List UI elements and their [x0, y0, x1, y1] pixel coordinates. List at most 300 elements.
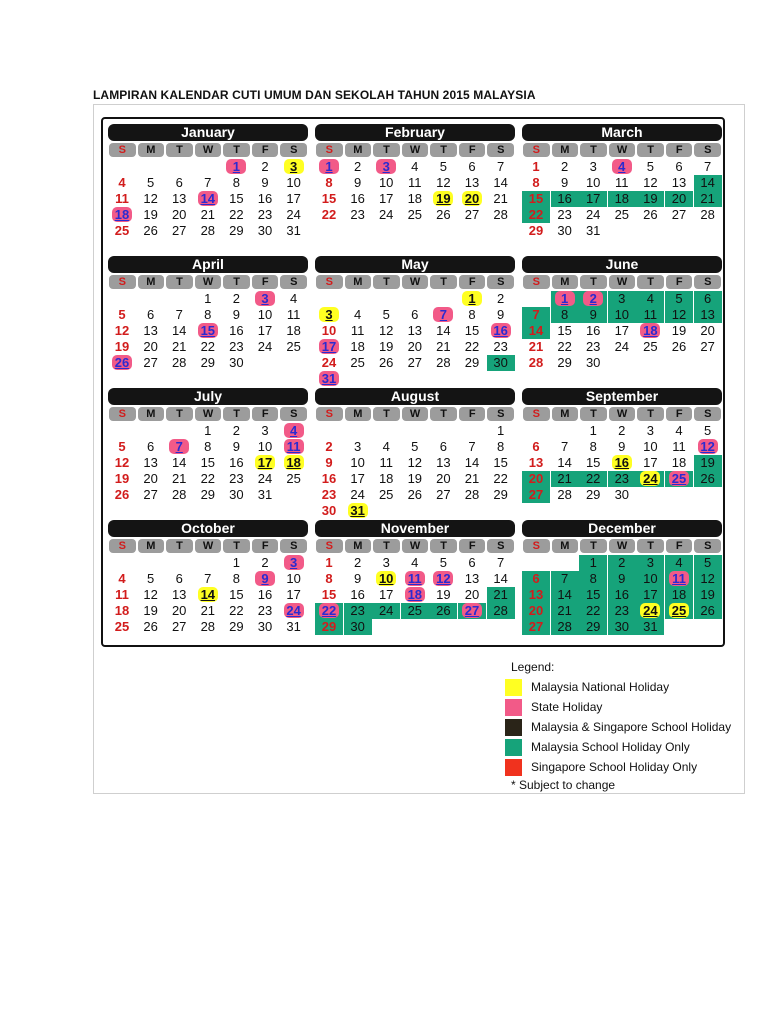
weekday-label: S: [109, 275, 136, 289]
day-cell: 29: [528, 223, 544, 238]
day-cell: 26: [429, 603, 457, 619]
weekday-label: W: [195, 143, 222, 157]
day-cell: 11: [115, 191, 129, 206]
day-cell: 20: [522, 471, 550, 487]
weekday-label: T: [373, 143, 400, 157]
legend-swatch: [505, 719, 522, 736]
day-cell: 19: [671, 323, 687, 338]
state-holiday-mark: 25: [669, 471, 689, 486]
day-cell: 9: [232, 307, 240, 322]
day-cell: 16: [321, 471, 337, 486]
day-cell: 10: [378, 175, 394, 190]
day-cell: [108, 207, 136, 223]
day-cell: 7: [522, 307, 550, 323]
weekday-label: F: [252, 143, 279, 157]
day-cell: 6: [468, 555, 476, 570]
day-cell: 10: [608, 307, 636, 323]
day-cell: 7: [496, 555, 505, 570]
state-holiday-mark: 3: [376, 159, 396, 174]
weekday-label: M: [552, 539, 579, 553]
day-cell: 22: [200, 471, 216, 486]
weekday-label: S: [523, 143, 550, 157]
day-cell: 4: [382, 439, 390, 454]
day-cell: 23: [229, 471, 244, 486]
day-cell: 11: [636, 307, 664, 323]
day-cell: 6: [175, 571, 183, 586]
day-cell: [315, 159, 343, 175]
day-cell: 1: [496, 423, 505, 438]
day-cell: 16: [551, 191, 579, 207]
day-cell: 4: [675, 423, 683, 438]
day-cell: [251, 291, 279, 307]
day-cell: 14: [557, 455, 572, 470]
weekday-label: M: [138, 407, 165, 421]
day-cell: 14: [171, 455, 187, 470]
day-cell: 12: [407, 455, 423, 470]
day-cell: 2: [353, 159, 362, 174]
day-cell: 31: [636, 619, 664, 635]
day-cell: 25: [401, 603, 429, 619]
day-cell: 28: [436, 355, 451, 370]
day-cell: 21: [171, 471, 187, 486]
day-cell: 2: [353, 555, 362, 570]
weekday-label: M: [138, 143, 165, 157]
day-cell: 29: [464, 355, 480, 370]
weekday-label: F: [459, 539, 486, 553]
weekday-label: T: [166, 275, 193, 289]
month-name: April: [108, 256, 308, 273]
day-cell: 14: [493, 175, 508, 190]
weekday-label: F: [252, 407, 279, 421]
day-cell: 3: [382, 555, 390, 570]
day-cell: 16: [257, 191, 273, 206]
month-name: June: [522, 256, 722, 273]
weekday-label: M: [345, 539, 372, 553]
weekday-label: S: [280, 275, 307, 289]
weekday-label: S: [487, 275, 514, 289]
day-cell: 30: [321, 503, 337, 518]
day-cell: 19: [143, 207, 158, 222]
day-cell: 30: [257, 619, 273, 634]
day-cell: [280, 423, 308, 439]
day-cell: [251, 455, 279, 471]
day-cell: 7: [204, 571, 212, 586]
day-cell: 15: [229, 191, 244, 206]
day-cell: 22: [579, 603, 607, 619]
month-name: December: [522, 520, 722, 537]
day-cell: 29: [229, 223, 244, 238]
day-cell: 17: [378, 191, 394, 206]
weekday-label: T: [430, 143, 457, 157]
weekday-label: M: [138, 539, 165, 553]
day-cell: 8: [232, 175, 240, 190]
national-holiday-mark: 24: [640, 471, 660, 486]
day-cell: 15: [200, 455, 216, 470]
day-cell: 23: [350, 207, 365, 222]
day-cell: 10: [643, 439, 658, 454]
day-cell: 8: [579, 571, 607, 587]
day-cell: 4: [411, 555, 419, 570]
weekday-header: [315, 407, 515, 421]
weekday-label: W: [609, 407, 636, 421]
day-cell: 8: [532, 175, 540, 190]
state-holiday-mark: 18: [640, 323, 660, 338]
day-cell: 29: [200, 487, 216, 502]
weekday-label: S: [694, 407, 721, 421]
month-name: October: [108, 520, 308, 537]
month-name: September: [522, 388, 722, 405]
page-title: LAMPIRAN KALENDAR CUTI UMUM DAN SEKOLAH TAHUN 2015 MALAYSIA: [93, 88, 536, 102]
day-cell: 15: [585, 455, 601, 470]
state-holiday-mark: 31: [319, 371, 339, 386]
state-holiday-mark: 18: [112, 207, 132, 222]
day-cell: 23: [321, 487, 337, 502]
day-cell: 12: [694, 571, 722, 587]
day-cell: 22: [493, 471, 508, 486]
day-cell: 23: [557, 207, 572, 222]
weekday-header: [522, 143, 722, 157]
day-cell: [280, 455, 308, 471]
weekday-label: S: [109, 407, 136, 421]
day-cell: 6: [146, 439, 155, 454]
day-cell: [315, 307, 343, 323]
day-cell: 9: [608, 571, 636, 587]
day-cell: 11: [115, 587, 129, 602]
weekday-label: F: [666, 275, 693, 289]
weekday-label: W: [402, 143, 429, 157]
weekday-label: S: [487, 539, 514, 553]
day-cell: [108, 355, 136, 371]
day-cell: 21: [436, 339, 451, 354]
weekday-header: [522, 539, 722, 553]
day-cell: 19: [636, 191, 664, 207]
day-cell: 30: [229, 355, 244, 370]
day-cell: 1: [579, 555, 607, 571]
day-cell: [315, 603, 343, 619]
day-cell: 22: [522, 207, 550, 223]
day-cell: 14: [436, 323, 451, 338]
day-cell: 7: [204, 175, 212, 190]
day-cell: 16: [350, 191, 365, 206]
day-cell: 30: [608, 619, 636, 635]
day-cell: 4: [665, 555, 693, 571]
day-cell: 6: [175, 175, 183, 190]
day-cell: 24: [372, 603, 400, 619]
day-cell: [636, 323, 664, 339]
weekday-label: W: [195, 407, 222, 421]
weekday-header: [315, 539, 515, 553]
month-july: [105, 385, 311, 516]
day-cell: 27: [407, 355, 423, 370]
day-cell: 5: [146, 175, 155, 190]
day-cell: [194, 587, 222, 603]
day-cell: 15: [321, 191, 337, 206]
day-cell: [636, 603, 664, 619]
day-cell: 13: [171, 587, 187, 602]
day-cell: 11: [379, 455, 393, 470]
weekday-label: F: [459, 143, 486, 157]
day-cell: 4: [353, 307, 362, 322]
state-holiday-mark: 3: [255, 291, 275, 306]
day-cell: 20: [407, 339, 423, 354]
day-cell: 9: [232, 439, 240, 454]
day-cell: 17: [257, 323, 273, 338]
day-cell: 2: [232, 423, 240, 438]
weekday-label: S: [109, 143, 136, 157]
day-cell: 30: [585, 355, 601, 370]
day-cell: 27: [671, 207, 687, 222]
day-cell: 8: [551, 307, 579, 323]
weekday-label: W: [402, 407, 429, 421]
day-cell: 18: [407, 191, 423, 206]
state-holiday-mark: 3: [284, 555, 304, 570]
day-cell: 29: [229, 619, 244, 634]
weekday-label: F: [666, 143, 693, 157]
weekday-header: [108, 407, 308, 421]
national-holiday-mark: 31: [348, 503, 368, 518]
weekday-header: [315, 143, 515, 157]
day-cell: 20: [665, 191, 693, 207]
day-cell: 21: [493, 191, 508, 206]
day-cell: 27: [143, 355, 158, 370]
day-cell: 25: [643, 339, 658, 354]
day-cell: 3: [589, 159, 597, 174]
day-cell: 29: [585, 487, 601, 502]
day-cell: 24: [257, 339, 273, 354]
day-cell: 20: [522, 603, 550, 619]
day-cell: [608, 455, 636, 471]
national-holiday-mark: 1: [462, 291, 482, 306]
day-cell: 31: [286, 619, 301, 634]
month-january: [105, 121, 311, 252]
day-cell: 2: [261, 159, 269, 174]
legend-label: Malaysia & Singapore School Holiday: [531, 720, 732, 734]
day-cell: [315, 339, 343, 355]
day-cell: 23: [608, 471, 636, 487]
month-november: [312, 517, 518, 648]
day-cell: 25: [286, 471, 301, 486]
day-cell: 20: [436, 471, 451, 486]
day-cell: 27: [171, 619, 187, 634]
day-cell: 3: [646, 423, 654, 438]
state-holiday-mark: 11: [669, 571, 689, 586]
day-cell: 19: [143, 603, 158, 618]
day-cell: 29: [200, 355, 216, 370]
weekday-label: S: [280, 407, 307, 421]
weekday-label: S: [523, 407, 550, 421]
weekday-label: M: [345, 275, 372, 289]
national-holiday-mark: 18: [284, 455, 304, 470]
day-cell: 1: [589, 423, 597, 438]
weekday-label: F: [459, 407, 486, 421]
calendar-grid: [101, 117, 725, 647]
month-august: [312, 385, 518, 516]
day-cell: 28: [464, 487, 480, 502]
day-cell: 27: [436, 487, 451, 502]
day-cell: 8: [468, 307, 476, 322]
day-cell: 24: [585, 207, 601, 222]
day-cell: 18: [286, 323, 301, 338]
day-cell: 6: [532, 439, 540, 454]
day-cell: [579, 291, 607, 307]
day-cell: 2: [325, 439, 333, 454]
weekday-label: W: [195, 275, 222, 289]
day-cell: 8: [325, 571, 333, 586]
day-cell: 25: [378, 487, 394, 502]
day-cell: [665, 603, 693, 619]
day-cell: 4: [411, 159, 419, 174]
day-cell: 7: [468, 439, 476, 454]
day-cell: 12: [143, 191, 158, 206]
state-holiday-mark: 1: [226, 159, 246, 174]
day-cell: [280, 439, 308, 455]
day-cell: 13: [522, 587, 550, 603]
day-cell: 25: [407, 207, 423, 222]
day-cell: 13: [528, 455, 544, 470]
day-cell: 17: [378, 587, 394, 602]
day-cell: 27: [143, 487, 158, 502]
day-cell: 6: [675, 159, 683, 174]
national-holiday-mark: 3: [284, 159, 304, 174]
day-cell: 26: [143, 223, 158, 238]
day-cell: 20: [700, 323, 715, 338]
day-cell: [458, 191, 486, 207]
day-cell: [694, 439, 722, 455]
day-cell: 8: [325, 175, 333, 190]
day-cell: 11: [286, 307, 301, 322]
day-cell: 3: [636, 555, 664, 571]
weekday-label: S: [694, 275, 721, 289]
day-cell: 12: [114, 323, 130, 338]
day-cell: 28: [551, 619, 579, 635]
day-cell: 2: [560, 159, 569, 174]
day-cell: 16: [229, 323, 244, 338]
day-cell: 21: [171, 339, 187, 354]
state-holiday-mark: 15: [198, 323, 218, 338]
day-cell: 19: [114, 471, 130, 486]
state-holiday-mark: 2: [583, 291, 603, 306]
weekday-label: T: [373, 407, 400, 421]
day-cell: 21: [551, 471, 579, 487]
weekday-label: W: [609, 539, 636, 553]
day-cell: 30: [257, 223, 273, 238]
day-cell: 16: [229, 455, 244, 470]
weekday-header: [108, 143, 308, 157]
day-cell: [458, 603, 486, 619]
state-holiday-mark: 18: [405, 587, 425, 602]
day-cell: 15: [229, 587, 244, 602]
day-cell: 31: [286, 223, 301, 238]
day-cell: 13: [694, 307, 722, 323]
day-cell: 2: [618, 423, 626, 438]
legend-label: Malaysia National Holiday: [531, 680, 670, 694]
weekday-label: T: [223, 407, 250, 421]
day-cell: 9: [496, 307, 505, 322]
weekday-label: M: [345, 143, 372, 157]
month-name: January: [108, 124, 308, 141]
day-cell: 19: [694, 455, 722, 471]
day-cell: 28: [200, 223, 216, 238]
month-name: February: [315, 124, 515, 141]
day-cell: 23: [493, 339, 508, 354]
state-holiday-mark: 7: [169, 439, 189, 454]
national-holiday-mark: 20: [462, 191, 482, 206]
national-holiday-mark: 10: [376, 571, 396, 586]
day-cell: 12: [114, 455, 130, 470]
weekday-label: T: [430, 275, 457, 289]
day-cell: 21: [200, 207, 216, 222]
day-cell: [372, 159, 400, 175]
day-cell: 28: [200, 619, 216, 634]
day-cell: 22: [464, 339, 480, 354]
day-cell: 9: [261, 175, 269, 190]
day-cell: 13: [407, 323, 423, 338]
weekday-label: T: [223, 143, 250, 157]
weekday-label: M: [552, 143, 579, 157]
day-cell: 15: [464, 323, 480, 338]
day-cell: 4: [636, 291, 664, 307]
day-cell: 5: [118, 307, 126, 322]
day-cell: 29: [493, 487, 508, 502]
day-cell: 14: [493, 571, 508, 586]
legend-label: State Holiday: [531, 700, 603, 714]
national-holiday-mark: 17: [255, 455, 275, 470]
day-cell: 14: [551, 587, 579, 603]
day-cell: 18: [665, 587, 693, 603]
state-holiday-mark: 14: [198, 191, 218, 206]
day-cell: 29: [315, 619, 343, 635]
state-holiday-mark: 22: [319, 603, 339, 618]
day-cell: 8: [232, 571, 240, 586]
weekday-header: [315, 275, 515, 289]
day-cell: [280, 603, 308, 619]
day-cell: 9: [618, 439, 626, 454]
day-cell: 11: [615, 175, 629, 190]
weekday-label: S: [487, 143, 514, 157]
state-holiday-mark: 12: [433, 571, 453, 586]
state-holiday-mark: 1: [555, 291, 575, 306]
day-cell: 1: [232, 555, 240, 570]
day-cell: 3: [261, 423, 269, 438]
day-cell: 5: [439, 159, 447, 174]
day-cell: 2: [608, 555, 636, 571]
weekday-label: T: [223, 275, 250, 289]
day-cell: 7: [175, 307, 183, 322]
day-cell: 19: [407, 471, 423, 486]
day-cell: 10: [257, 439, 273, 454]
weekday-label: F: [666, 539, 693, 553]
month-april: [105, 253, 311, 384]
day-cell: 27: [522, 619, 550, 635]
month-name: August: [315, 388, 515, 405]
state-holiday-mark: 17: [319, 339, 339, 354]
day-cell: [429, 191, 457, 207]
weekday-header: [522, 275, 722, 289]
day-cell: 2: [496, 291, 505, 306]
weekday-label: F: [459, 275, 486, 289]
day-cell: 25: [614, 207, 630, 222]
day-cell: 19: [436, 587, 451, 602]
day-cell: 16: [350, 587, 365, 602]
day-cell: 28: [171, 487, 187, 502]
day-cell: 27: [171, 223, 187, 238]
day-cell: 25: [350, 355, 365, 370]
day-cell: [458, 291, 486, 307]
day-cell: 24: [378, 207, 394, 222]
day-cell: 15: [579, 587, 607, 603]
month-name: May: [315, 256, 515, 273]
weekday-header: [108, 539, 308, 553]
